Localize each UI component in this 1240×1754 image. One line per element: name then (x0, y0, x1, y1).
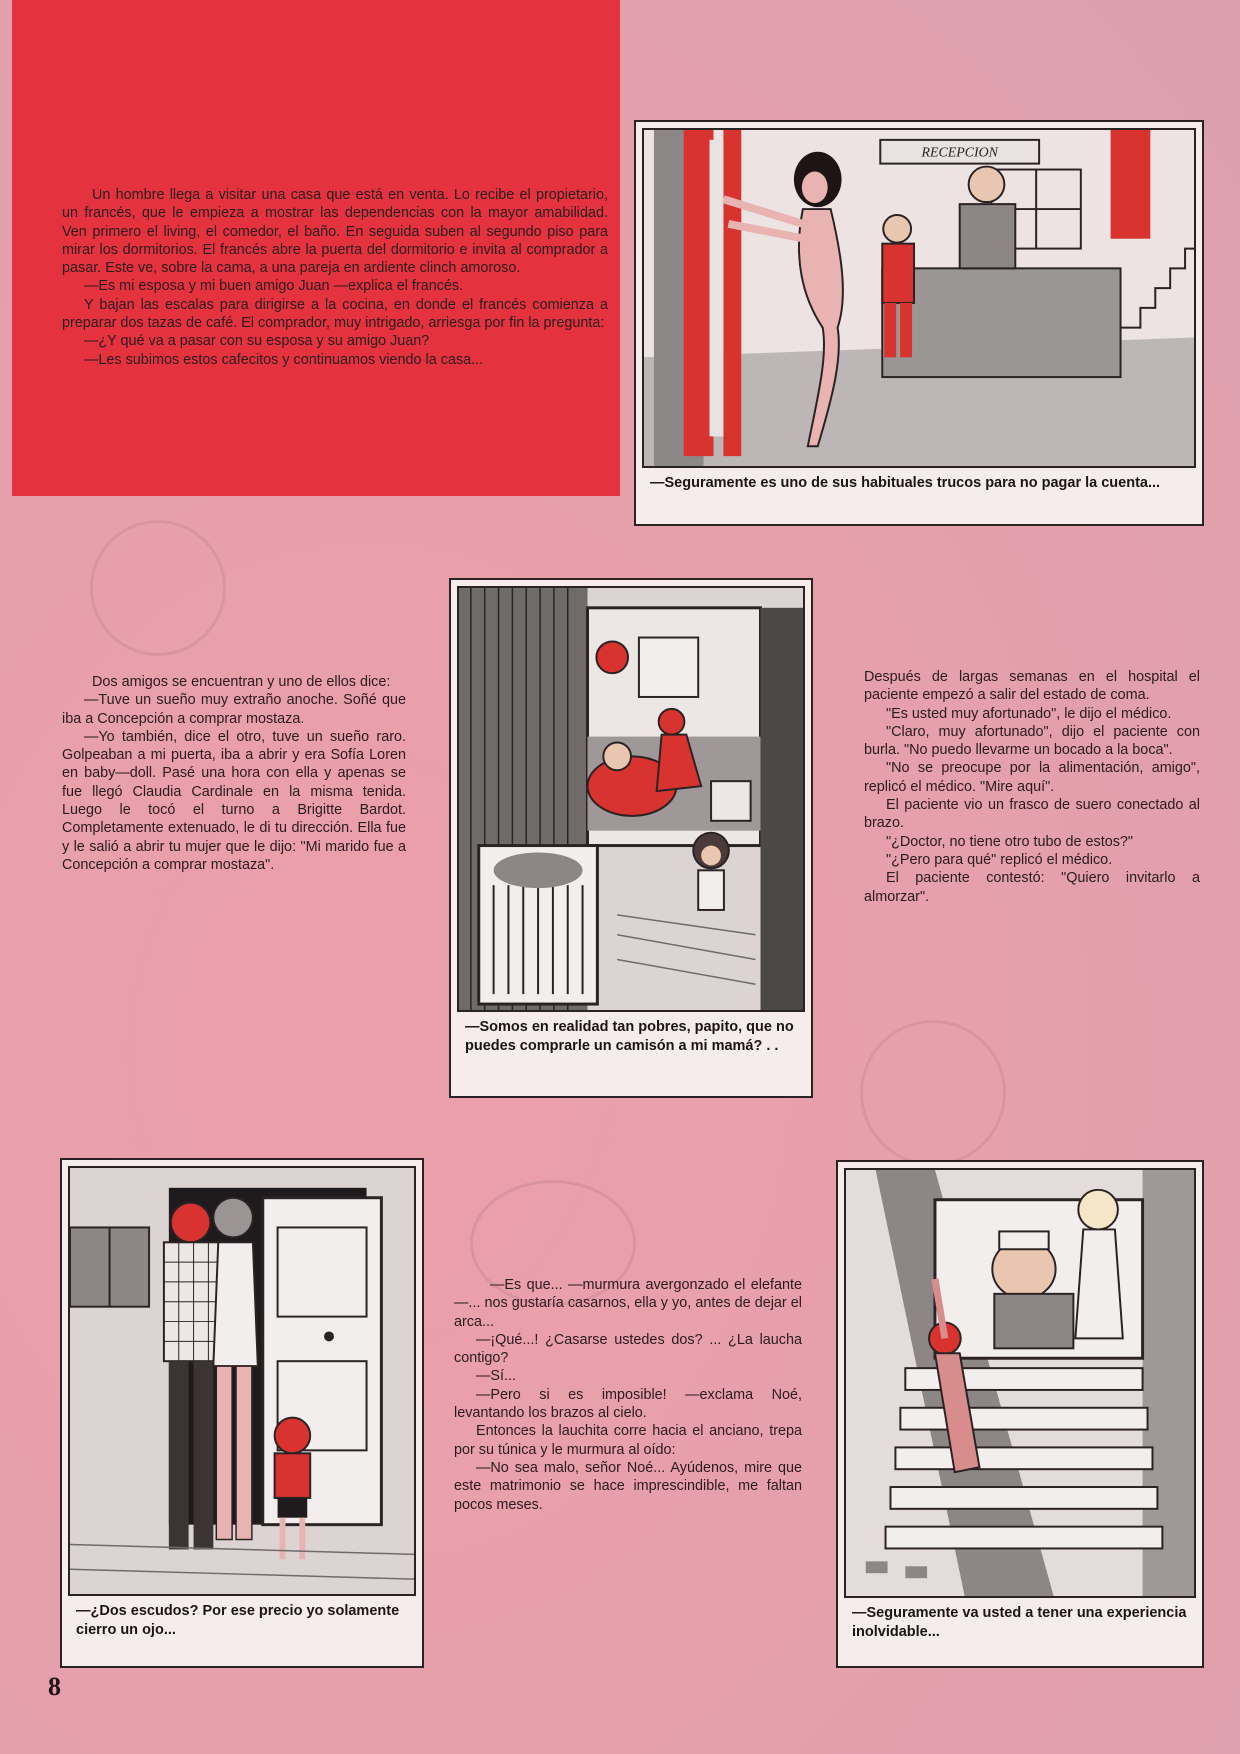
cartoon-window (836, 1160, 1204, 1668)
cartoon-window-art (844, 1168, 1196, 1598)
paragraph: Entonces la lauchita corre hacia el anciano, trepa por su túnica y le murmura al oído: (454, 1423, 802, 1458)
bedroom-illustration (459, 588, 803, 1010)
paragraph: "¿Pero para qué" replicó el médico. (886, 851, 1113, 868)
cartoon-reception-art (642, 128, 1196, 468)
paragraph: "Claro, muy afortunado", dijo el paciente con burla. "No puedo llevarme un bocado a la boca". (864, 723, 1200, 759)
paragraph: "Es usted muy afortunado", le dijo el médico. (886, 705, 1172, 722)
joke-hospital-text (864, 668, 1200, 906)
paragraph: Un hombre llega a visitar una casa que está en venta. Lo recibe el propietario, un francés, que le empieza a mostrar las dependencias con la mayor amabilidad. Ven primero el living, el comedor, el baño. En seguida suben al segundo piso para mirar los dormitorios. El francés abre la puerta del dormitorio e invita al comprador a pasar. Este ve, sobre la cama, a una pareja en ardiente clinch amoroso. (62, 187, 608, 277)
joke-noah-text (454, 1276, 802, 1514)
window-illustration (846, 1170, 1194, 1596)
cartoon-caption: —¿Dos escudos? Por ese precio yo solamente cierro un ojo... (76, 1603, 400, 1638)
cartoon-caption: —Seguramente va usted a tener una experiencia inolvidable... (852, 1605, 1187, 1640)
paragraph: —¿Y qué va a pasar con su esposa y su amigo Juan? (84, 333, 430, 350)
cartoon-reception (634, 120, 1204, 526)
page-number: 8 (48, 1672, 61, 1701)
paragraph: —No sea malo, señor Noé... Ayúdenos, mire que este matrimonio se hace imprescindible, me faltan pocos meses. (454, 1459, 802, 1513)
reception-illustration (644, 130, 1194, 466)
paragraph: —Pero si es imposible! —exclama Noé, levantando los brazos al cielo. (454, 1386, 802, 1422)
paragraph: El paciente vio un frasco de suero conectado al brazo. (864, 797, 1200, 832)
paragraph: —Les subimos estos cafecitos y continuamos viendo la casa... (84, 351, 484, 368)
cartoon-bedroom (449, 578, 813, 1098)
joke-dream-text (62, 673, 406, 874)
paragraph: "¿Doctor, no tiene otro tubo de estos?" (886, 833, 1134, 850)
paragraph: —Sí... (476, 1368, 516, 1385)
paragraph: "No se preocupe por la alimentación, amigo", replicó el médico. "Mire aquí". (864, 760, 1200, 795)
paragraph: Y bajan las escalas para dirigirse a la cocina, en donde el francés comienza a preparar dos tazas de café. El comprador, muy intrigado, arriesga por fin la pregunta: (62, 296, 608, 332)
paragraph: —Es que... —murmura avergonzado el elefante—... nos gustaría casarnos, ella y yo, antes de dejar el arca... (454, 1277, 802, 1330)
paragraph: —¡Qué...! ¿Casarse ustedes dos? ... ¿La laucha contigo? (454, 1331, 802, 1367)
cartoon-doorway-art (68, 1166, 416, 1596)
cartoon-bedroom-art (457, 586, 805, 1012)
background-stain (860, 1020, 1006, 1166)
doorway-illustration (70, 1168, 414, 1594)
cartoon-caption: —Somos en realidad tan pobres, papito, que no puedes comprarle un camisón a mi mamá? . . (465, 1019, 794, 1054)
paragraph: Después de largas semanas en el hospital el paciente empezó a salir del estado de coma. (864, 669, 1200, 704)
reception-sign: RECEPCION (921, 144, 998, 160)
background-stain (90, 520, 226, 656)
paragraph: —Yo también, dice el otro, tuve un sueño raro. Golpeaban a mi puerta, iba a abrir y era Sofía Loren en baby—doll. Pasé una hora con ella y apenas se fue llegó Claudia Cardinale en la misma tenida. Luego le tocó el turno a Brigitte Bardot. Completamente extenuado, le di tu dirección. Ella fue y le salió a abrir tu mujer que le dijo: "Mi marido fue a Concepción a comprar mostaza". (62, 728, 406, 873)
paragraph: —Tuve un sueño muy extraño anoche. Soñé que iba a Concepción a comprar mostaza. (62, 692, 406, 727)
cartoon-caption: —Seguramente es uno de sus habituales trucos para no pagar la cuenta... (650, 475, 1161, 491)
cartoon-doorway (60, 1158, 424, 1668)
paragraph: Dos amigos se encuentran y uno de ellos dice: (92, 674, 391, 690)
paragraph: —Es mi esposa y mi buen amigo Juan —explica el francés. (84, 278, 464, 295)
paragraph: El paciente contestó: "Quiero invitarlo a almorzar". (864, 870, 1200, 905)
joke-house-text (62, 186, 608, 369)
